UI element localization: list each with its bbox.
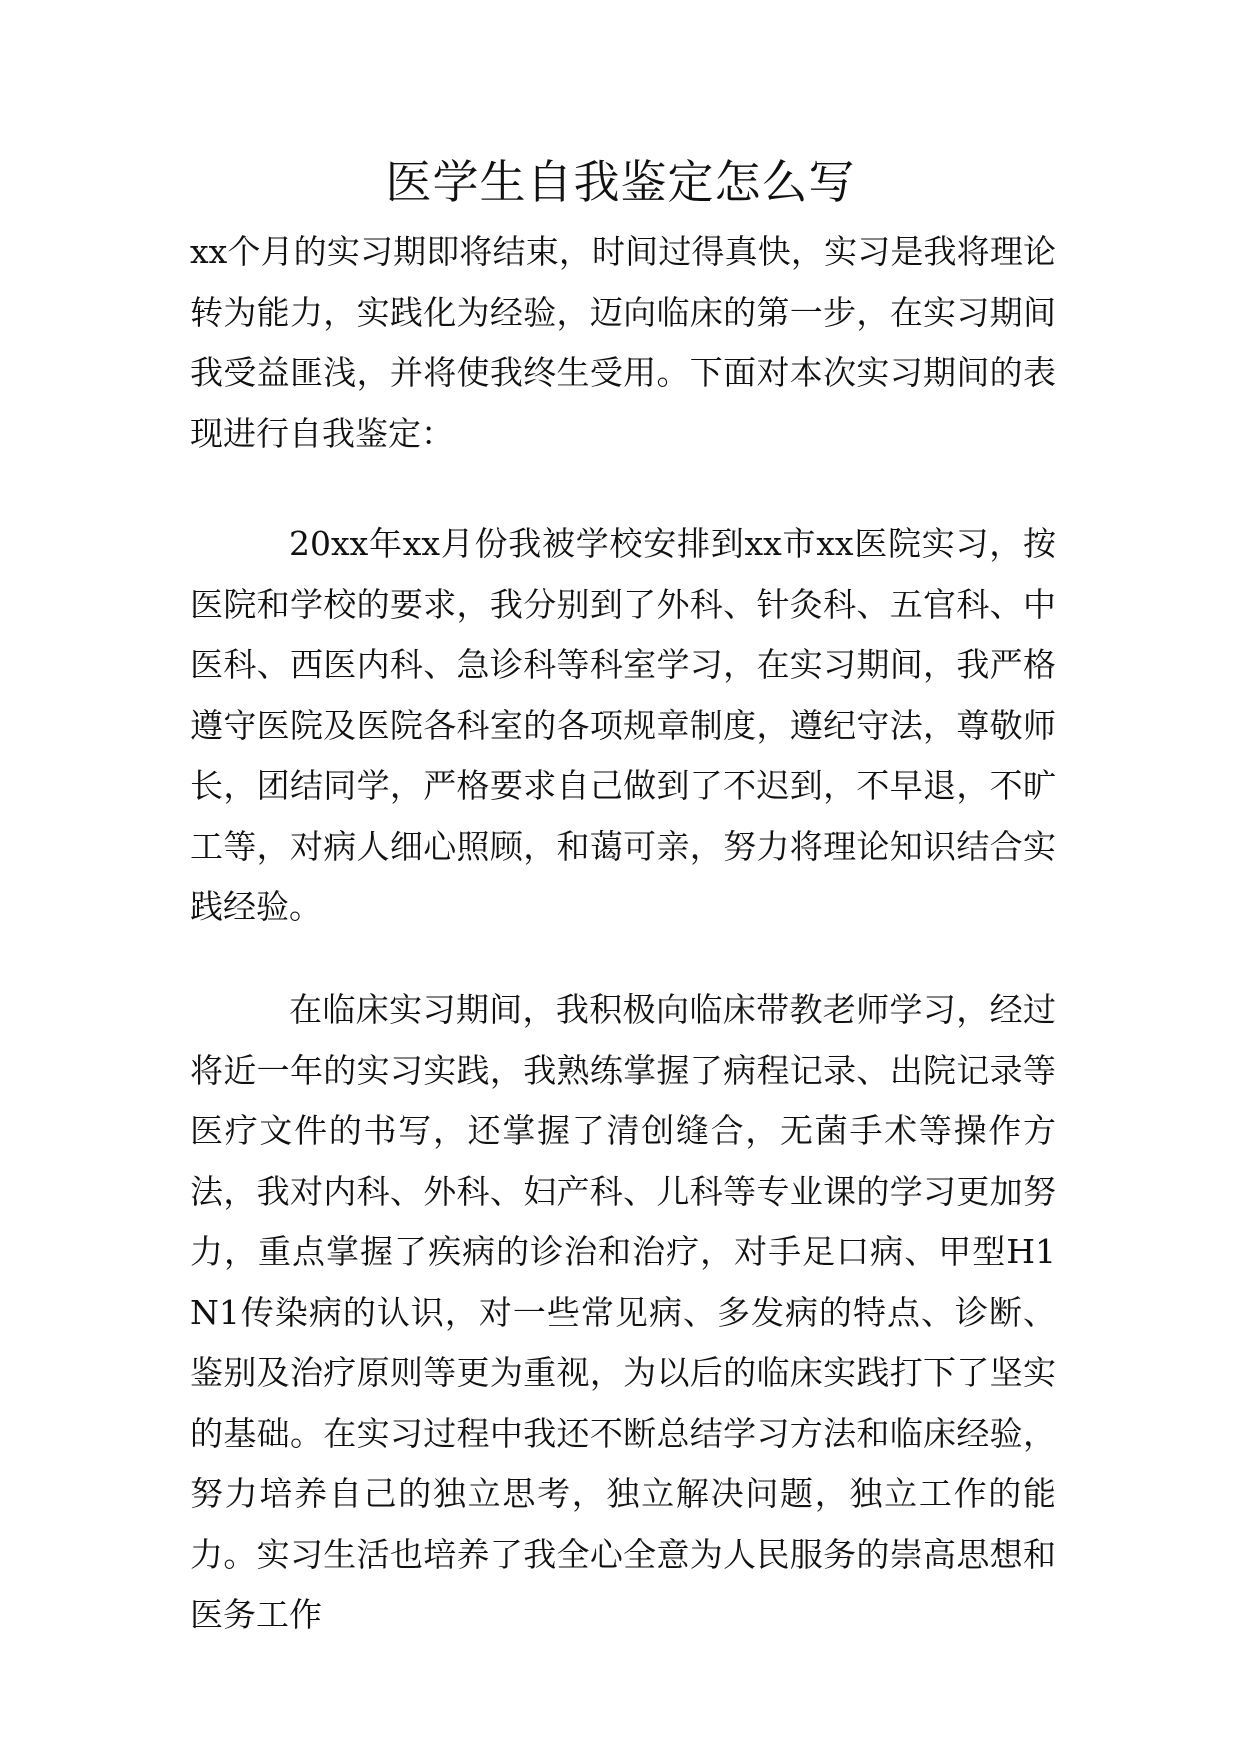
document-title: 医学生自我鉴定怎么写 xyxy=(385,155,856,209)
paragraph-clinical-learning: 在临床实习期间，我积极向临床带教老师学习，经过将近一年的实习实践，我熟练掌握了病程记录、出院记录等医疗文件的书写，还掌握了清创缝合，无菌手术等操作方法，我对内科、外科、妇产科、儿科等专业课的学习更加努力，重点掌握了疾病的诊治和治疗，对手足口病、甲型H1N1传染病的认识，对一些常见病、多发病的特点、诊断、鉴别及治疗原则等更为重视，为以后的临床实践打下了坚实的基础。在实习过程中我还不断总结学习方法和临床经验，努力培养自己的独立思考，独立解决问题，独立工作的能力。实习生活也培养了我全心全意为人民服务的崇高思想和医务工作 xyxy=(190,990,1056,1634)
paragraph-internship-placement: 20xx年xx月份我被学校安排到xx市xx医院实习，按医院和学校的要求，我分别到了外科、针灸科、五官科、中医科、西医内科、急诊科等科室学习，在实习期间，我严格遵守医院及医院各科室的各项规章制度，遵纪守法，尊敬师长，团结同学，严格要求自己做到了不迟到，不早退，不旷工等，对病人细心照顾，和蔼可亲，努力将理论知识结合实践经验。 xyxy=(190,524,1056,926)
paragraph-intro: xx个月的实习期即将结束，时间过得真快，实习是我将理论转为能力，实践化为经验，迈向临床的第一步，在实习期间我受益匪浅，并将使我终生受用。下面对本次实习期间的表现进行自我鉴定： xyxy=(190,232,1056,453)
